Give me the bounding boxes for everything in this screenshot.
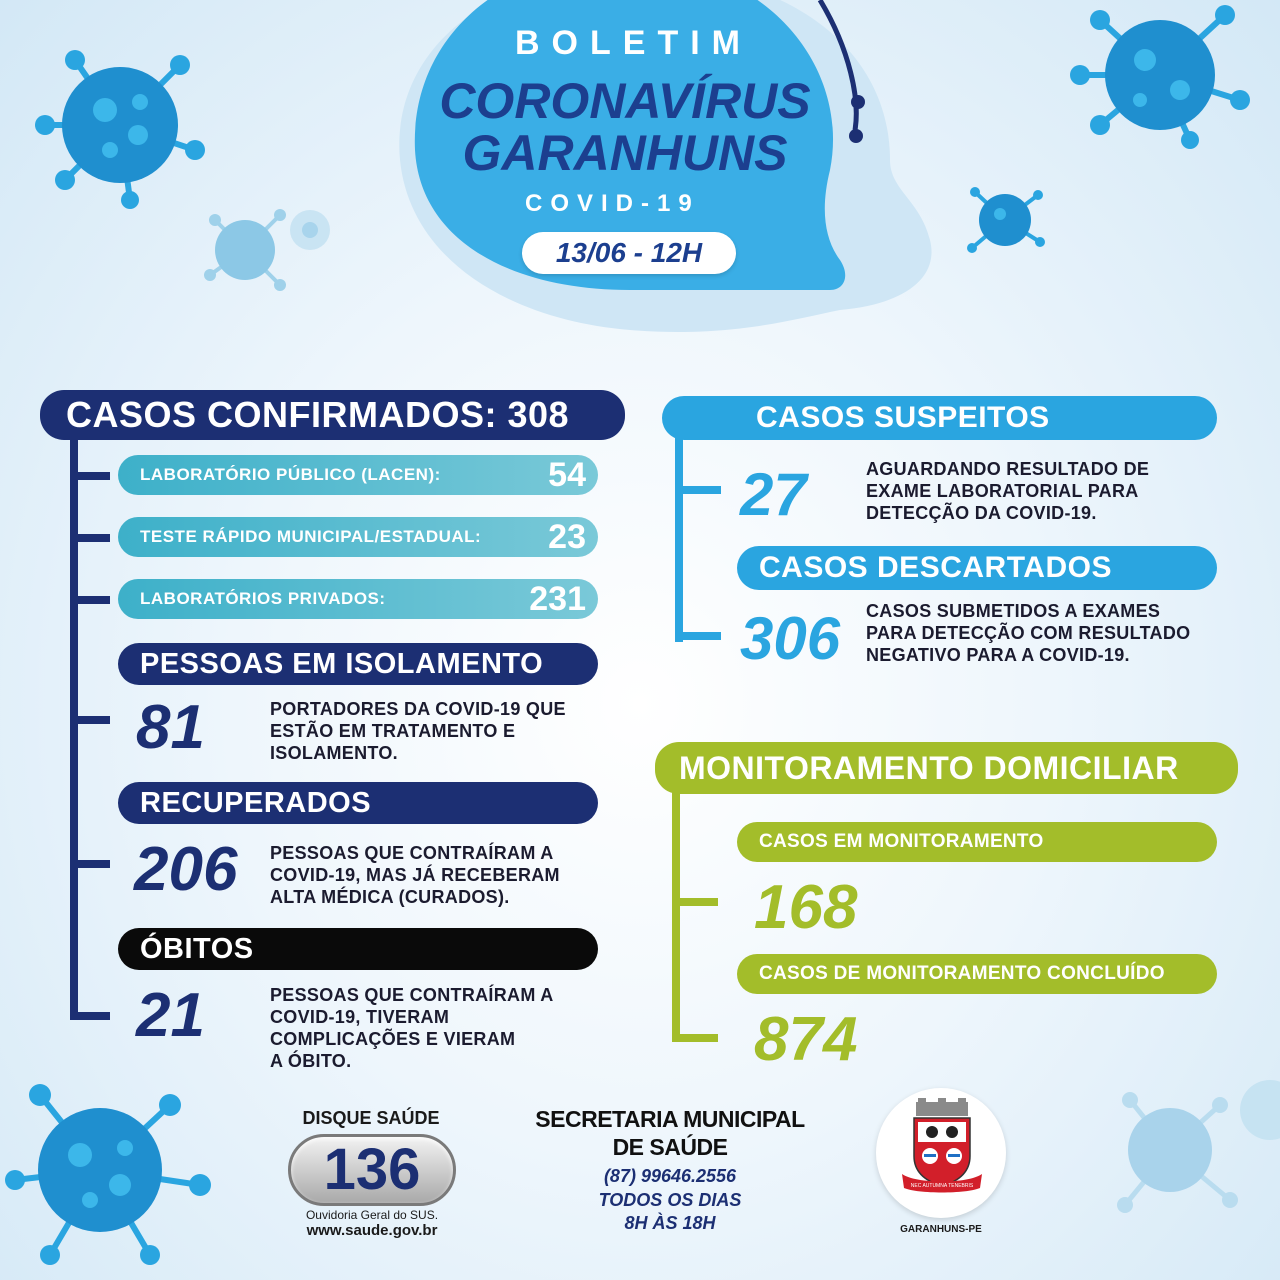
desc-line: EXAME LABORATORIAL PARA — [866, 481, 1139, 501]
obitos-title: ÓBITOS — [118, 928, 598, 970]
confirmados-item-value: 231 — [529, 579, 586, 618]
obitos-description — [270, 984, 554, 1072]
isolamento-description — [270, 698, 566, 764]
monitoramento-title: MONITORAMENTO DOMICILIAR — [655, 742, 1238, 794]
confirmados-item-teste-rapido — [118, 517, 598, 557]
desc-line: A ÓBITO. — [270, 1051, 352, 1071]
desc-line: AGUARDANDO RESULTADO DE — [866, 459, 1150, 479]
coronavirus-icon-bottom-left — [0, 1070, 230, 1270]
monitoramento-tree-vertical-line — [672, 790, 680, 1042]
city-crest-icon — [896, 1098, 988, 1198]
desc-line: COMPLICAÇÕES E VIERAM — [270, 1029, 516, 1049]
desc-line: NEGATIVO PARA A COVID-19. — [866, 645, 1130, 665]
left-tree-branch — [70, 472, 110, 480]
monitoramento-concluido-value: 874 — [754, 1005, 858, 1074]
isolamento-value: 81 — [136, 693, 205, 762]
descartados-value: 306 — [740, 605, 841, 672]
left-tree-branch — [70, 596, 110, 604]
disque-saude-number: 136 — [323, 1137, 421, 1202]
isolamento-title: PESSOAS EM ISOLAMENTO — [118, 643, 598, 685]
ouvidoria-text: Ouvidoria Geral do SUS. — [305, 1208, 439, 1222]
monitoramento-tree-branch — [672, 1034, 718, 1042]
desc-line: ALTA MÉDICA (CURADOS). — [270, 887, 510, 907]
header-boletim: BOLETIM — [515, 24, 752, 62]
suspeitos-tree-vertical-line — [675, 432, 683, 642]
left-tree-vertical-line — [70, 430, 78, 1020]
disque-saude-label: DISQUE SAÚDE — [302, 1108, 440, 1128]
header-title-line1: CORONAVÍRUS — [439, 73, 811, 129]
suspeitos-value: 27 — [740, 461, 807, 528]
descartados-description — [866, 600, 1190, 666]
suspeitos-tree-branch — [675, 486, 721, 494]
confirmados-item-label: LABORATÓRIO PÚBLICO (LACEN): — [140, 465, 441, 484]
coronavirus-icon-small-left — [200, 190, 340, 300]
secretaria-line1: SECRETARIA MUNICIPAL — [535, 1106, 805, 1132]
monitoramento-concluido-label: CASOS DE MONITORAMENTO CONCLUÍDO — [737, 954, 1217, 994]
desc-line: DETECÇÃO DA COVID-19. — [866, 503, 1097, 523]
secretaria-hours: 8H ÀS 18H — [624, 1213, 716, 1233]
city-label: GARANHUNS-PE — [900, 1224, 982, 1235]
secretaria-line2: DE SAÚDE — [612, 1134, 728, 1160]
secretaria-days: TODOS OS DIAS — [598, 1190, 742, 1210]
recuperados-title: RECUPERADOS — [118, 782, 598, 824]
desc-line: ISOLAMENTO. — [270, 743, 398, 763]
suspeitos-description — [866, 458, 1149, 524]
header-date-badge: 13/06 - 12H — [522, 232, 736, 274]
left-tree-branch — [70, 534, 110, 542]
desc-line: COVID-19, MAS JÁ RECEBERAM — [270, 865, 560, 885]
secretaria-phone: (87) 99646.2556 — [603, 1166, 737, 1186]
monitoramento-tree-branch — [672, 898, 718, 906]
obitos-value: 21 — [136, 981, 205, 1050]
suspeitos-title: CASOS SUSPEITOS — [662, 396, 1217, 440]
header-title-line2: GARANHUNS — [462, 125, 788, 181]
left-tree-branch — [70, 716, 110, 724]
left-tree-branch — [70, 860, 110, 868]
header-subtitle: COVID-19 — [525, 190, 700, 217]
confirmados-item-label: TESTE RÁPIDO MUNICIPAL/ESTADUAL: — [140, 527, 482, 546]
descartados-title: CASOS DESCARTADOS — [737, 546, 1217, 590]
confirmados-item-value: 23 — [548, 517, 586, 556]
desc-line: PORTADORES DA COVID-19 QUE — [270, 699, 566, 719]
disque-saude-number-badge — [288, 1134, 456, 1206]
coronavirus-icon-bottom-right — [1100, 1060, 1280, 1240]
confirmados-item-lacen — [118, 455, 598, 495]
monitoramento-em-value: 168 — [754, 873, 858, 942]
recuperados-value: 206 — [134, 835, 238, 904]
confirmados-title: CASOS CONFIRMADOS: 308 — [40, 390, 625, 440]
coronavirus-icon-mid-right — [960, 180, 1050, 260]
desc-line: PARA DETECÇÃO COM RESULTADO — [866, 623, 1191, 643]
coronavirus-icon-top-left — [20, 40, 220, 210]
suspeitos-tree-branch — [675, 632, 721, 640]
desc-line: COVID-19, TIVERAM — [270, 1007, 450, 1027]
left-tree-branch — [70, 1012, 110, 1020]
desc-line: PESSOAS QUE CONTRAÍRAM A — [270, 843, 554, 863]
crest-motto-text: NEC AUTUMNA TENEBRIS — [910, 1183, 974, 1189]
saude-website: www.saude.gov.br — [306, 1222, 438, 1239]
desc-line: PESSOAS QUE CONTRAÍRAM A — [270, 985, 554, 1005]
desc-line: ESTÃO EM TRATAMENTO E — [270, 721, 516, 741]
confirmados-item-label: LABORATÓRIOS PRIVADOS: — [140, 589, 386, 608]
recuperados-description — [270, 842, 560, 908]
monitoramento-em-label: CASOS EM MONITORAMENTO — [737, 822, 1217, 862]
confirmados-item-privados — [118, 579, 598, 619]
confirmados-item-value: 54 — [548, 455, 586, 494]
desc-line: CASOS SUBMETIDOS A EXAMES — [866, 601, 1161, 621]
coronavirus-icon-top-right — [1060, 0, 1260, 150]
